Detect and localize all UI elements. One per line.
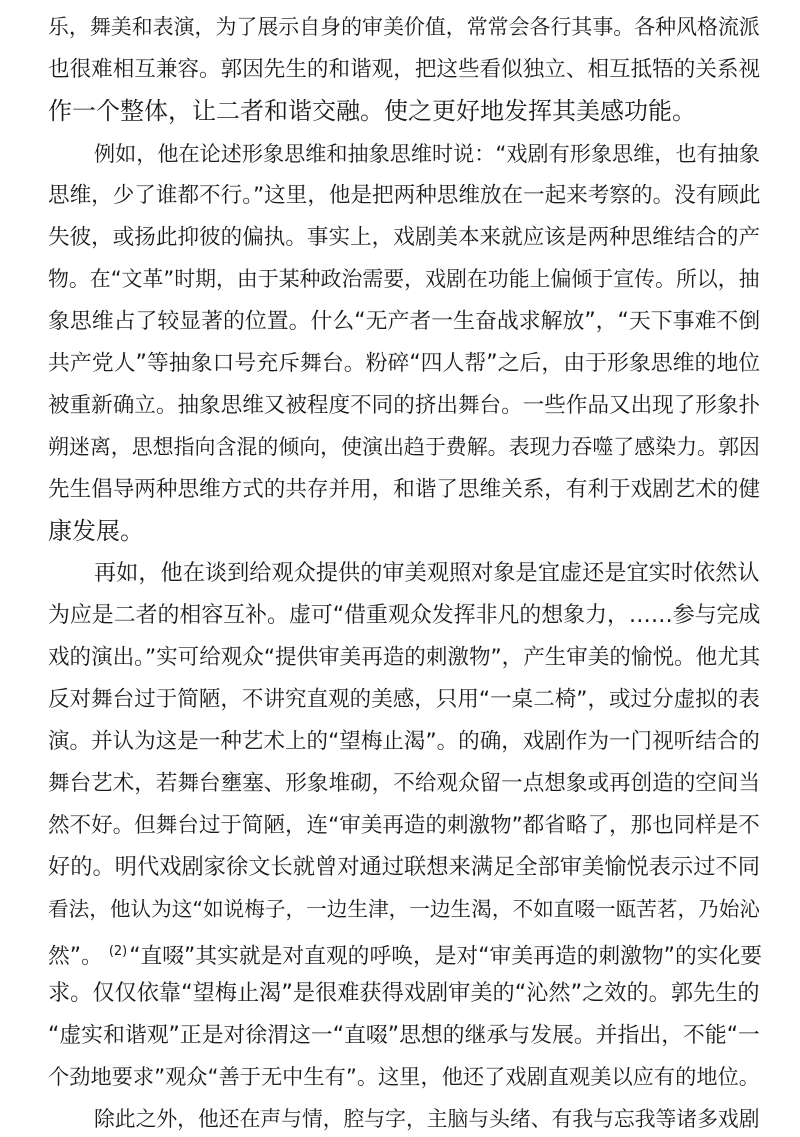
- text-line: 思维，少了谁都不行。”这里，他是把两种思维放在一起来考察的。没有顾此: [48, 183, 761, 208]
- text-line: 被重新确立。抽象思维又被程度不同的挤出舞台。一些作品又出现了形象扑: [48, 393, 761, 418]
- text-line: 舞台艺术，若舞台壅塞、形象堆砌，不给观众留一点想象或再创造的空间当: [48, 771, 761, 796]
- text-line: 康发展。: [48, 517, 144, 545]
- footnote-line-after: “直啜”其实就是对直观的呼唤，是对“审美再造的刺激物”的实化要: [129, 944, 763, 969]
- text-line: “虚实和谐观”正是对徐渭这一“直啜”思想的继承与发展。并指出，不能“一: [48, 1023, 760, 1048]
- paragraph-first-line: 除此之外，他还在声与情，腔与字，主脑与头绪、有我与忘我等诸多戏剧: [94, 1107, 760, 1131]
- text-line: 乐，舞美和表演，为了展示自身的审美价值，常常会各行其事。各种风格流派: [48, 15, 760, 39]
- paragraph-first-line: 再如，他在谈到给观众提供的审美观照对象是宜虚还是宜实时依然认: [94, 560, 760, 586]
- text-line: 先生倡导两种思维方式的共存并用，和谐了思维关系，有利于戏剧艺术的健: [48, 477, 761, 502]
- text-line: 失彼，或扬此抑彼的偏执。事实上，戏剧美本来就应该是两种思维结合的产: [48, 225, 761, 250]
- text-line: 朔迷离，思想指向含混的倾向，使演出趋于费解。表现力吞噬了感染力。郭因: [48, 435, 760, 459]
- footnote-line-before: 然”。: [48, 944, 103, 969]
- text-line: 个劲地要求”观众“善于无中生有”。这里，他还了戏剧直观美以应有的地位。: [48, 1065, 760, 1090]
- footnote-line: [48, 934, 763, 969]
- text-line: 也很难相互兼容。郭因先生的和谐观，把这些看似独立、相互抵牾的关系视: [48, 57, 761, 82]
- text-line: 演。并认为这是一种艺术上的“望梅止渴”。的确，戏剧作为一门视听结合的: [48, 729, 760, 754]
- text-line: 然不好。但舞台过于简陋，连“审美再造的刺激物”都省略了，那也同样是不: [48, 813, 760, 838]
- text-line: 为应是二者的相容互补。虚可“借重观众发挥非凡的想象力，……参与完成: [48, 603, 761, 628]
- document-page: [48, 0, 763, 1131]
- footnote-marker: (2): [108, 944, 128, 959]
- paragraph-first-line: 例如，他在论述形象思维和抽象思维时说：“戏剧有形象思维，也有抽象: [94, 141, 760, 166]
- text-line: 作一个整体，让二者和谐交融。使之更好地发挥其美感功能。: [48, 97, 696, 125]
- text-line: 好的。明代戏剧家徐文长就曾对通过联想来满足全部审美愉悦表示过不同: [48, 854, 760, 880]
- text-line: 看法，他认为这“如说梅子，一边生津，一边生渴，不如直啜一瓯苦茗，乃始沁: [48, 897, 760, 921]
- text-line: 共产党人”等抽象口号充斥舞台。粉碎“四人帮”之后，由于形象思维的地位: [48, 351, 761, 376]
- text-line: 反对舞台过于简陋，不讲究直观的美感，只用“一桌二椅”，或过分虚拟的表: [48, 687, 760, 712]
- text-line: 象思维占了较显著的位置。什么“无产者一生奋战求解放”，“天下事难不倒: [48, 309, 761, 334]
- text-line: 物。在“文革”时期，由于某种政治需要，戏剧在功能上偏倾于宣传。所以，抽: [48, 267, 760, 291]
- text-line: 求。仅仅依靠“望梅止渴”是很难获得戏剧审美的“沁然”之效的。郭先生的: [48, 980, 760, 1006]
- text-line: 戏的演出。”实可给观众“提供审美再造的刺激物”，产生审美的愉悦。他尤其: [48, 645, 761, 670]
